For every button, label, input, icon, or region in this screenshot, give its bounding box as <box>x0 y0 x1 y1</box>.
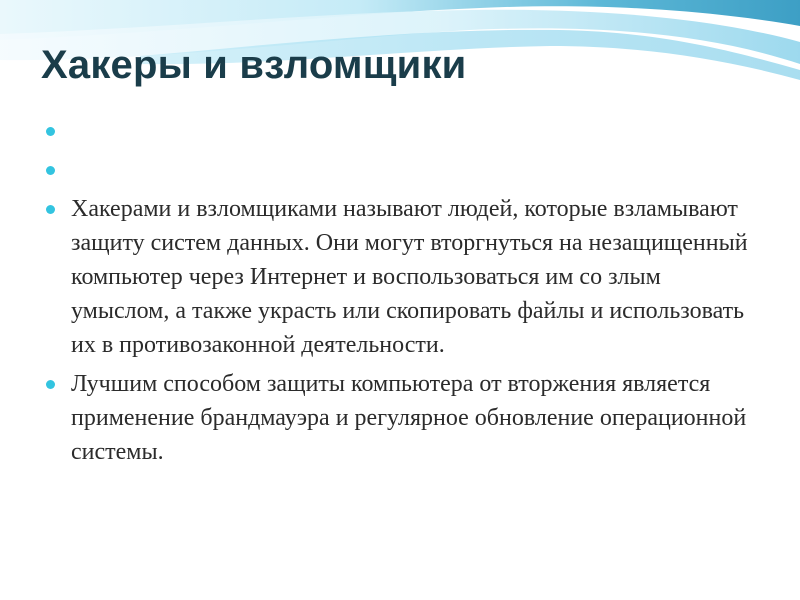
slide-title: Хакеры и взломщики <box>41 43 467 87</box>
bullet-text: Лучшим способом защиты компьютера от вторжения является применение брандмауэра и регулярное обновление операционной системы. <box>71 371 747 465</box>
bullet-item-hackers-definition <box>40 192 752 362</box>
bullet-text: Хакерами и взломщиками называют людей, которые взламывают защиту систем данных. Они могут вторгнуться на незащищенный компьютер через Интернет и воспользоваться им со злым умыслом, а также украсть или скопировать файлы и использовать их в противозаконной деятельности. <box>71 196 748 358</box>
bullet-icon <box>46 127 55 136</box>
bullet-item-empty-2 <box>40 153 752 187</box>
bullet-icon <box>46 205 55 214</box>
bullet-icon <box>46 380 55 389</box>
bullet-list <box>40 114 752 469</box>
bullet-item-protection-method <box>40 367 752 469</box>
bullet-item-empty-1 <box>40 114 752 148</box>
bullet-icon <box>46 166 55 175</box>
